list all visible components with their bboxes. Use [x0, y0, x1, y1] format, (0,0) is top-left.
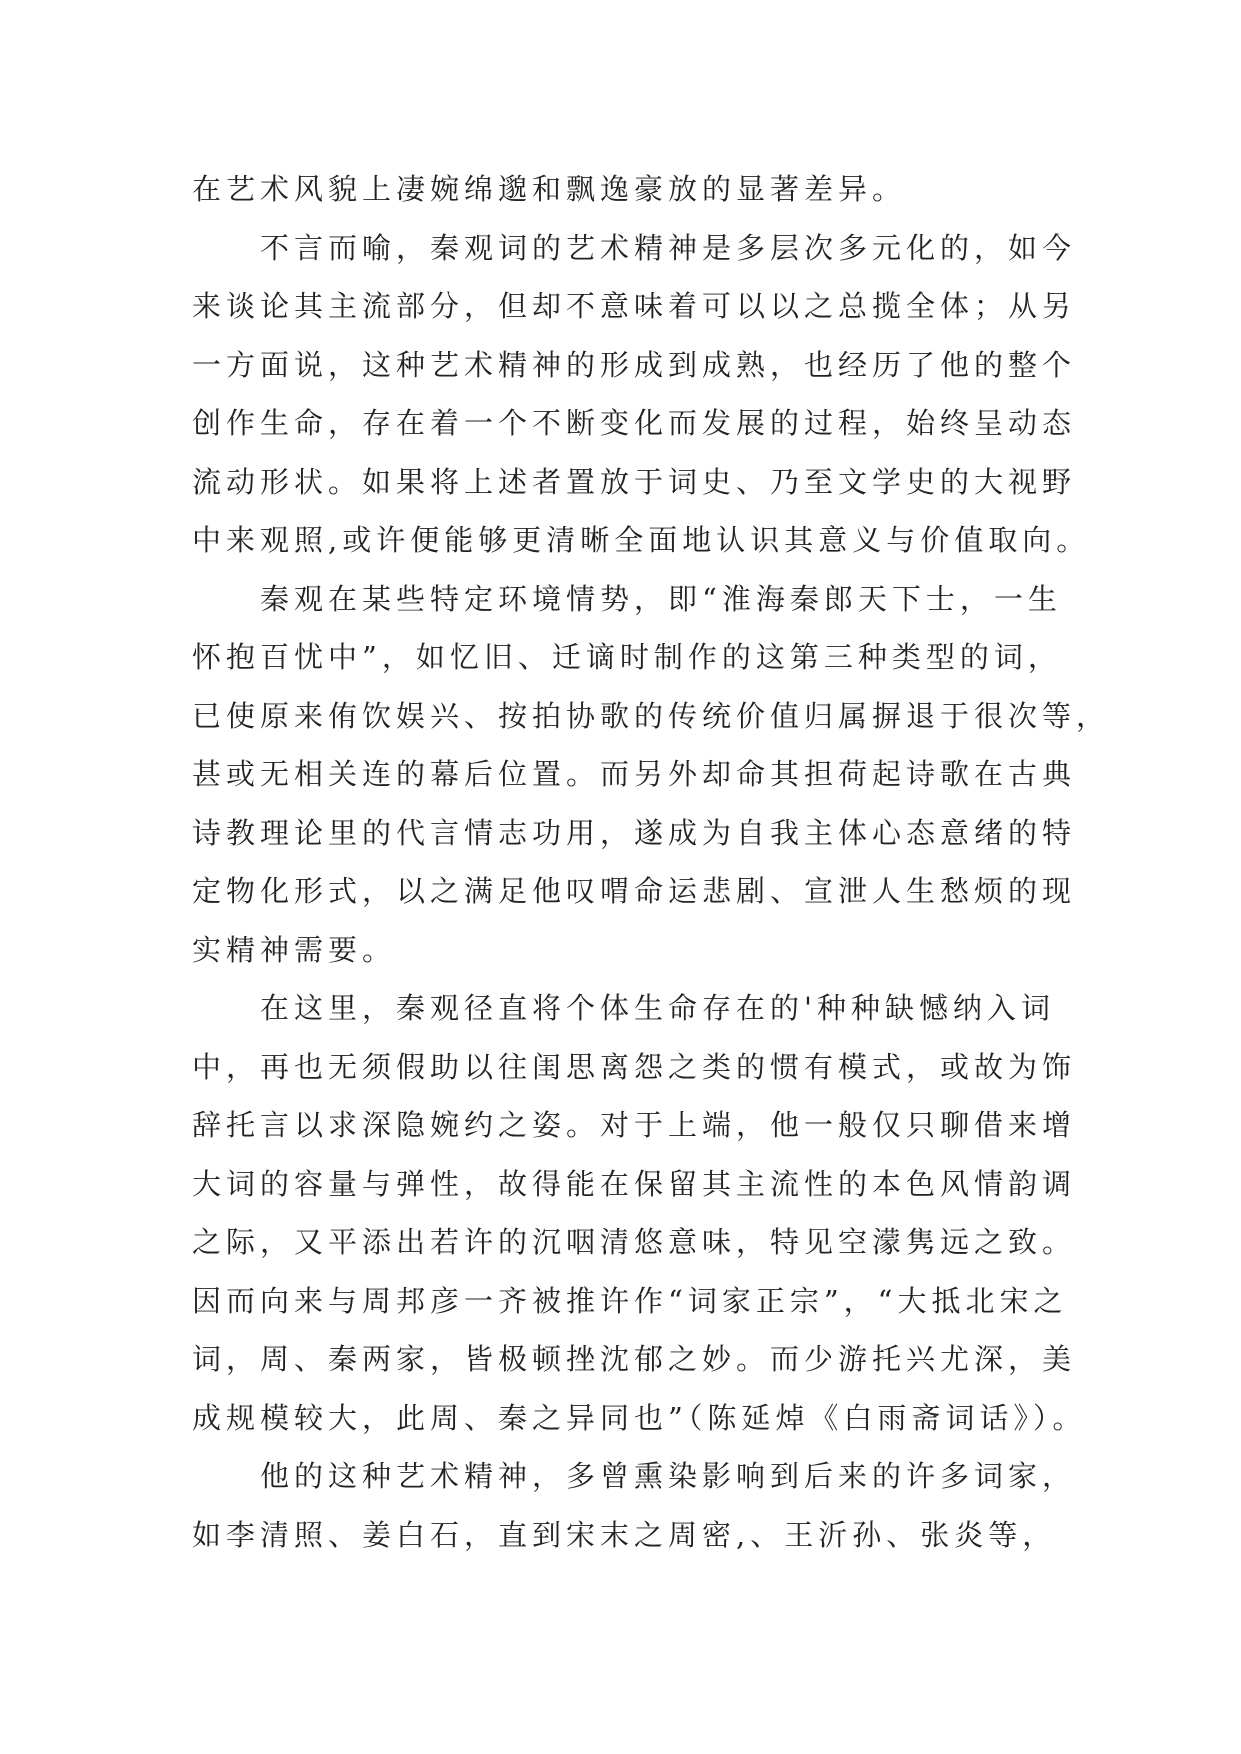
text-line: 诗教理论里的代言情志功用，遂成为自我主体心态意绪的特	[192, 815, 1077, 850]
text-line: 在艺术风貌上凄婉绵邈和飘逸豪放的显著差异。	[192, 172, 907, 206]
text-line: 怀抱百忧中”，如忆旧、迁谪时制作的这第三种类型的词，	[192, 640, 1062, 674]
text-line: 因而向来与周邦彦一齐被推许作“词家正宗”，“大抵北宋之	[192, 1283, 1068, 1318]
text-line: 已使原来侑饮娱兴、按拍协歌的传统价值归属摒退于很次等，	[192, 698, 1111, 733]
text-line: 实精神需要。	[192, 932, 397, 967]
text-line: 之际，又平添出若许的沉咽清悠意味，特见空濛隽远之致。	[192, 1225, 1077, 1259]
text-line: 中，再也无须假助以往闺思离怨之类的惯有模式，或故为饰	[192, 1049, 1077, 1084]
text-line: 成规模较大，此周、秦之异同也”（陈延焯《白雨斋词话》）。	[192, 1400, 1087, 1435]
text-line: 秦观在某些特定环境情势，即“淮海秦郎天下士，一生	[260, 581, 1062, 616]
text-line: 创作生命，存在着一个不断变化而发展的过程，始终呈动态	[192, 406, 1077, 440]
text-line: 如李清照、姜白石，直到宋末之周密,、王沂孙、张炎等，	[192, 1517, 1057, 1552]
text-line: 辞托言以求深隐婉约之姿。对于上端，他一般仅只聊借来增	[192, 1108, 1077, 1142]
text-line: 在这里，秦观径直将个体生命存在的'种种缺憾纳入词	[260, 991, 1055, 1025]
text-line: 词，周、秦两家，皆极顿挫沈郁之妙。而少游托兴尤深，美	[192, 1342, 1077, 1376]
text-line: 来谈论其主流部分，但却不意味着可以以之总揽全体；从另	[192, 289, 1077, 323]
text-line: 大词的容量与弹性，故得能在保留其主流性的本色风情韵调	[192, 1166, 1077, 1201]
text-line: 甚或无相关连的幕后位置。而另外却命其担荷起诗歌在古典	[192, 757, 1077, 791]
text-line: 定物化形式，以之满足他叹喟命运悲剧、宣泄人生愁烦的现	[192, 874, 1077, 908]
text-line: 他的这种艺术精神，多曾熏染影响到后来的许多词家，	[260, 1459, 1077, 1493]
text-line: 不言而喻，秦观词的艺术精神是多层次多元化的，如今	[260, 230, 1077, 265]
text-line: 中来观照,或许便能够更清晰全面地认识其意义与价值取向。	[192, 523, 1091, 557]
text-line: 流动形状。如果将上述者置放于词史、乃至文学史的大视野	[192, 464, 1077, 499]
text-line: 一方面说，这种艺术精神的形成到成熟，也经历了他的整个	[192, 347, 1077, 382]
document-body	[192, 160, 1111, 1564]
